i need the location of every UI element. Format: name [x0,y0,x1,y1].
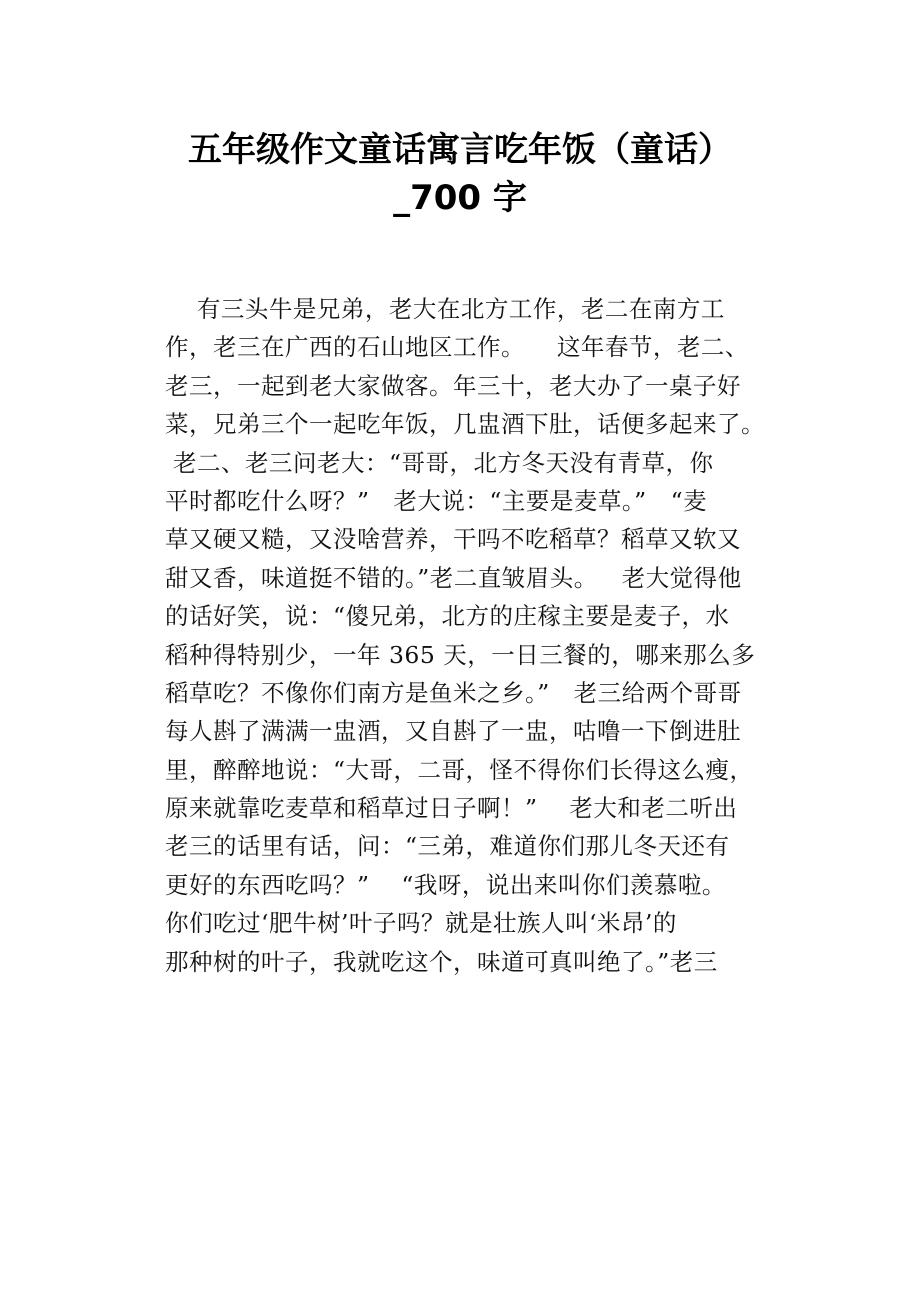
body-line-6: 平时都吃什么呀？” 老大说：“主要是麦草。” “麦 [165,486,708,515]
body-line-2: 作，老三在广西的石山地区工作。 这年春节，老二、 [165,333,749,362]
body-line-15: 老三的话里有话，问：“三弟，难道你们那儿冬天还有 [165,832,730,861]
body-line-5: 老二、老三问老大：“哥哥，北方冬天没有青草，你 [165,448,714,477]
body-line-18: 那种树的叶子，我就吃这个，味道可真叫绝了。”老三 [165,947,718,976]
body-line-14: 原来就靠吃麦草和稻草过日子啊！” 老大和老二听出 [165,794,738,823]
article-body [165,290,775,981]
body-line-9: 的话好笑，说：“傻兄弟，北方的庄稼主要是麦子，水 [165,602,730,631]
body-line-13: 里，醉醉地说：“大哥，二哥，怪不得你们长得这么瘦， [165,755,754,784]
body-line-4: 菜，兄弟三个一起吃年饭，几盅酒下肚，话便多起来了。 [165,410,765,439]
body-line-7: 草又硬又糙，又没啥营养，干吗不吃稻草？稻草又软又 [165,525,741,554]
body-line-10: 稻种得特别少，一年 365 天，一日三餐的，哪来那么多 [165,640,756,669]
body-line-3: 老三，一起到老大家做客。年三十，老大办了一桌子好 [165,371,741,400]
body-line-11: 稻草吃？不像你们南方是鱼米之乡。” 老三给两个哥哥 [165,678,742,707]
title-line-2: _700 字 [393,178,527,218]
body-line-8: 甜又香，味道挺不错的。”老二直皱眉头。 老大觉得他 [165,563,742,592]
body-line-16: 更好的东西吃吗？” “我呀，说出来叫你们羡慕啦。 [165,870,726,899]
body-line-12: 每人斟了满满一盅酒，又自斟了一盅，咕噜一下倒进肚 [165,717,741,746]
title-line-1: 五年级作文童话寓言吃年饭（童话） [188,130,732,170]
document-title [0,126,920,222]
body-line-17: 你们吃过‘肥牛树’叶子吗？就是壮族人叫‘米昂’的 [165,909,677,938]
body-line-1: 有三头牛是兄弟，老大在北方工作，老二在南方工 [165,295,725,323]
